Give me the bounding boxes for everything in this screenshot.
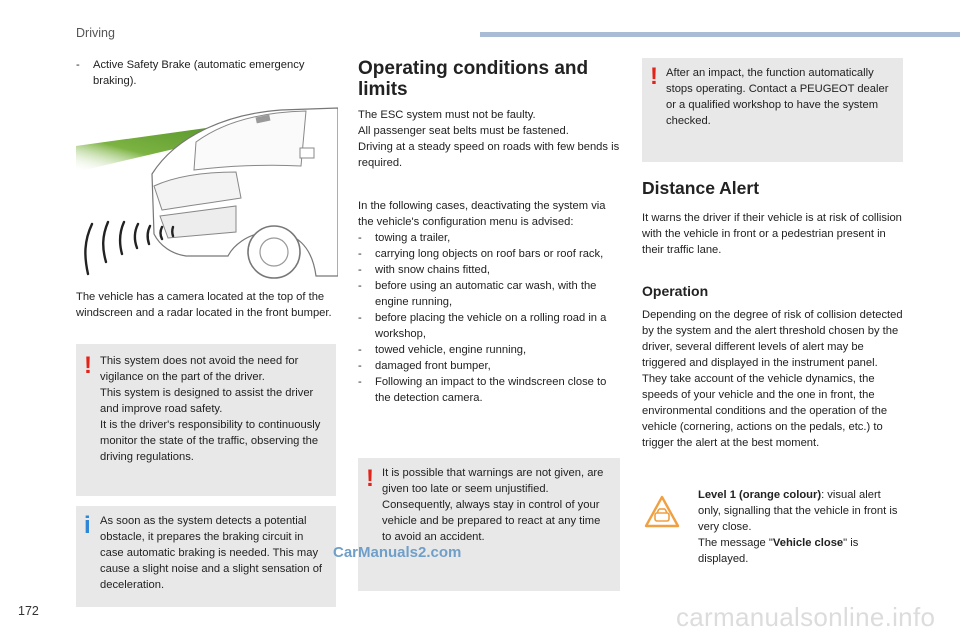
operating-conditions-title: Operating conditions and limits [358,58,589,100]
page-number: 172 [18,604,39,618]
case-item: - before placing the vehicle on a rolling road in a workshop, [358,310,622,342]
distance-alert-text: It warns the driver if their vehicle is at risk of collision with the vehicle in front or a pedestrian present in their traffic lane. [642,212,902,256]
level1-alert-icon [644,494,680,530]
level1-alert-text: Level 1 (orange colour): visual alert only, signalling that the vehicle in front is very close. The message "Vehicle close" is displayed. [698,489,898,565]
warning-box-control: ! It is possible that warnings are not given, are given too late or seem unjustified. Consequently, always stay in control of your vehicle and be prepared to react at any time to avoid an accident. [358,458,620,591]
warning-icon: ! [366,465,374,492]
case-item: - Following an impact to the windscreen close to the detection camera. [358,374,622,406]
deactivation-cases: In the following cases, deactivating the system via the vehicle's configuration menu is advised: - towing a trailer, - carrying long objects on roof bars or roof rack, - with snow chains fitted, - before using an automatic car wash, with the engine running, - before placing the vehicle on a rolling road in a workshop, - towed vehicle, engine running, - damaged front bumper, - Following an impact to the windscreen close to the detection camera. [358,198,622,406]
header-accent-bar [480,32,960,37]
distance-alert-title: Distance Alert [642,178,760,198]
warning-icon: ! [84,352,92,379]
aeb-bullet: - Active Safety Brake (automatic emergency braking). [76,57,338,89]
warning-box-vigilance: ! This system does not avoid the need for vigilance on the part of the driver. This system is designed to assist the driver and improve road safety. It is the driver's responsibility to continuously monitor the state of the traffic, observing the driving regulations. [76,344,336,496]
case-item: - with snow chains fitted, [358,262,622,278]
watermark-carmanualsonline[interactable]: carmanualsonline.info [676,602,936,632]
info-icon: i [84,512,91,539]
case-item: - towing a trailer, [358,230,622,246]
case-item: - carrying long objects on roof bars or roof rack, [358,246,622,262]
section-title: Driving [76,26,115,40]
case-item: - before using an automatic car wash, with the engine running, [358,278,622,310]
info-box-braking: i As soon as the system detects a potential obstacle, it prepares the braking circuit in case automatic braking is needed. This may cause a slight noise and a slight sensation of deceleration. [76,506,336,607]
warning-box-impact: ! After an impact, the function automatically stops operating. Contact a PEUGEOT dealer or a qualified workshop to have the system checked. [642,58,903,162]
watermark-carmanuals2[interactable]: CarManuals2.com [333,544,462,561]
case-item: - towed vehicle, engine running, [358,342,622,358]
operation-text: Depending on the degree of risk of collision detected by the system and the alert threshold chosen by the driver, several different levels of alert may be triggered and displayed in the instrument panel. They take account of the vehicle dynamics, the speeds of your vehicle and the one in front, the environmental conditions and the operation of the vehicle (cornering, actions on the pedals, etc.) to trigger the alert at the best moment. [642,309,903,449]
warning-icon: ! [650,63,658,90]
operating-conditions-list: The ESC system must not be faulty. All passenger seat belts must be fastened. Driving at a steady speed on roads with few bends is required. [358,109,620,169]
case-item: - damaged front bumper, [358,358,622,374]
camera-radar-text: The vehicle has a camera located at the top of the windscreen and a radar located in the front bumper. [76,291,332,319]
vehicle-illustration [76,106,338,282]
operation-title: Operation [642,283,709,299]
